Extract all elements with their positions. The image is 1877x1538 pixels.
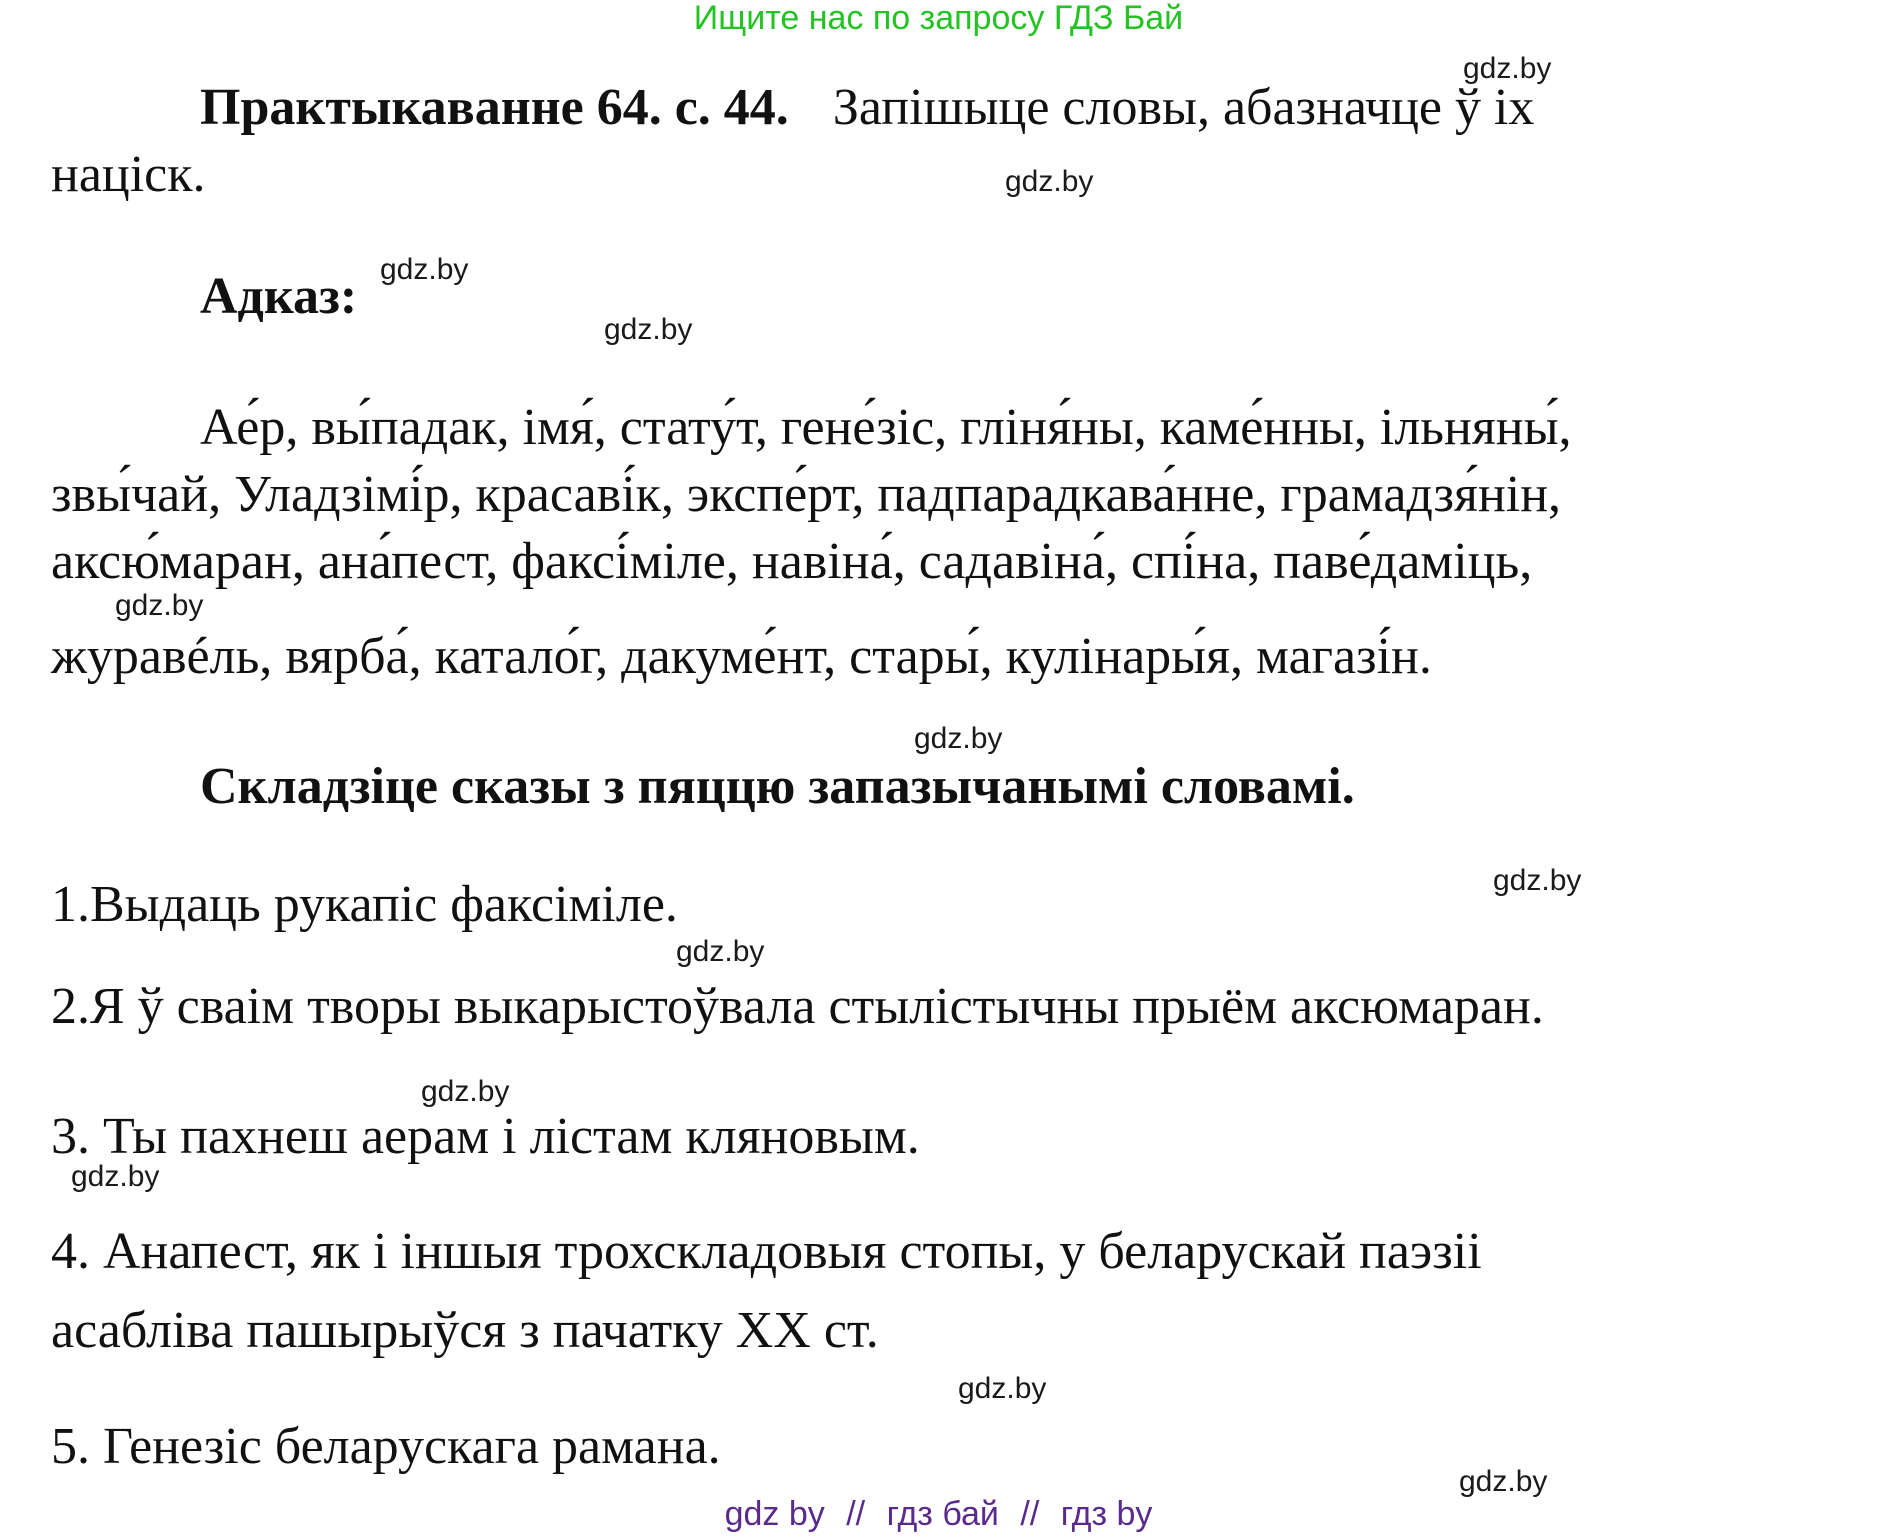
task-text: Запішыце словы, абазначце ў іх <box>832 79 1535 136</box>
task2-heading: Складзіце сказы з пяццю запазычанымі словамі. <box>200 758 1355 815</box>
words-line: Ае́р, вы́падак, імя́, стату́т, гене́зіс, гліня́ны, каме́нны, ільняны́, <box>200 399 1572 456</box>
sentence-item: 1.Выдаць рукапіс факсіміле. <box>51 876 678 933</box>
footer-link[interactable]: гдз by <box>1060 1495 1153 1533</box>
footer-link[interactable]: gdz by <box>724 1495 825 1533</box>
watermark: gdz.by <box>115 589 204 622</box>
footer-link[interactable]: гдз бай <box>886 1495 999 1533</box>
sentence-item: 3. Ты пахнеш аерам і лістам кляновым. <box>51 1108 920 1165</box>
footer-links <box>0 1495 1877 1534</box>
watermark: gdz.by <box>1005 165 1094 198</box>
watermark: gdz.by <box>421 1075 510 1108</box>
task-label: Практыкаванне 64. с. 44. <box>200 79 789 136</box>
answer-label: Адказ: <box>200 268 358 325</box>
watermark: gdz.by <box>914 722 1003 755</box>
words-line: журавéль, вярба́, катало́г, дакуме́нт, стары́, кулінары́я, магазі́н. <box>51 628 1432 685</box>
footer-separator: // <box>1020 1495 1040 1533</box>
watermark: gdz.by <box>71 1160 160 1193</box>
top-banner[interactable]: Ищите нас по запросу ГДЗ Бай <box>693 0 1184 37</box>
task-heading <box>200 78 1534 138</box>
words-line: аксю́маран, ана́пест, факсі́міле, навіна́, садавіна́, спі́на, паве́даміць, <box>51 533 1533 590</box>
task-text-continued: націск. <box>51 146 206 203</box>
footer-separator: // <box>846 1495 866 1533</box>
sentence-item: 2.Я ў сваім творы выкарыстоўвала стылістычны прыём аксюмаран. <box>51 978 1544 1035</box>
watermark: gdz.by <box>604 313 693 346</box>
watermark: gdz.by <box>1463 52 1552 85</box>
watermark: gdz.by <box>676 935 765 968</box>
watermark: gdz.by <box>958 1372 1047 1405</box>
words-line: звы́чай, Уладзімі́р, красаві́к, экспе́рт, падпарадкава́нне, грамадзя́нін, <box>51 466 1562 523</box>
sentence-item: 4. Анапест, як і іншыя трохскладовыя стопы, у беларускай паэзіі <box>51 1223 1482 1280</box>
sentence-item: асабліва пашырыўся з пачатку XX ст. <box>51 1302 879 1359</box>
watermark: gdz.by <box>1493 864 1582 897</box>
watermark: gdz.by <box>380 253 469 286</box>
watermark: gdz.by <box>1459 1465 1548 1498</box>
sentence-item: 5. Генезіс беларускага рамана. <box>51 1418 721 1475</box>
